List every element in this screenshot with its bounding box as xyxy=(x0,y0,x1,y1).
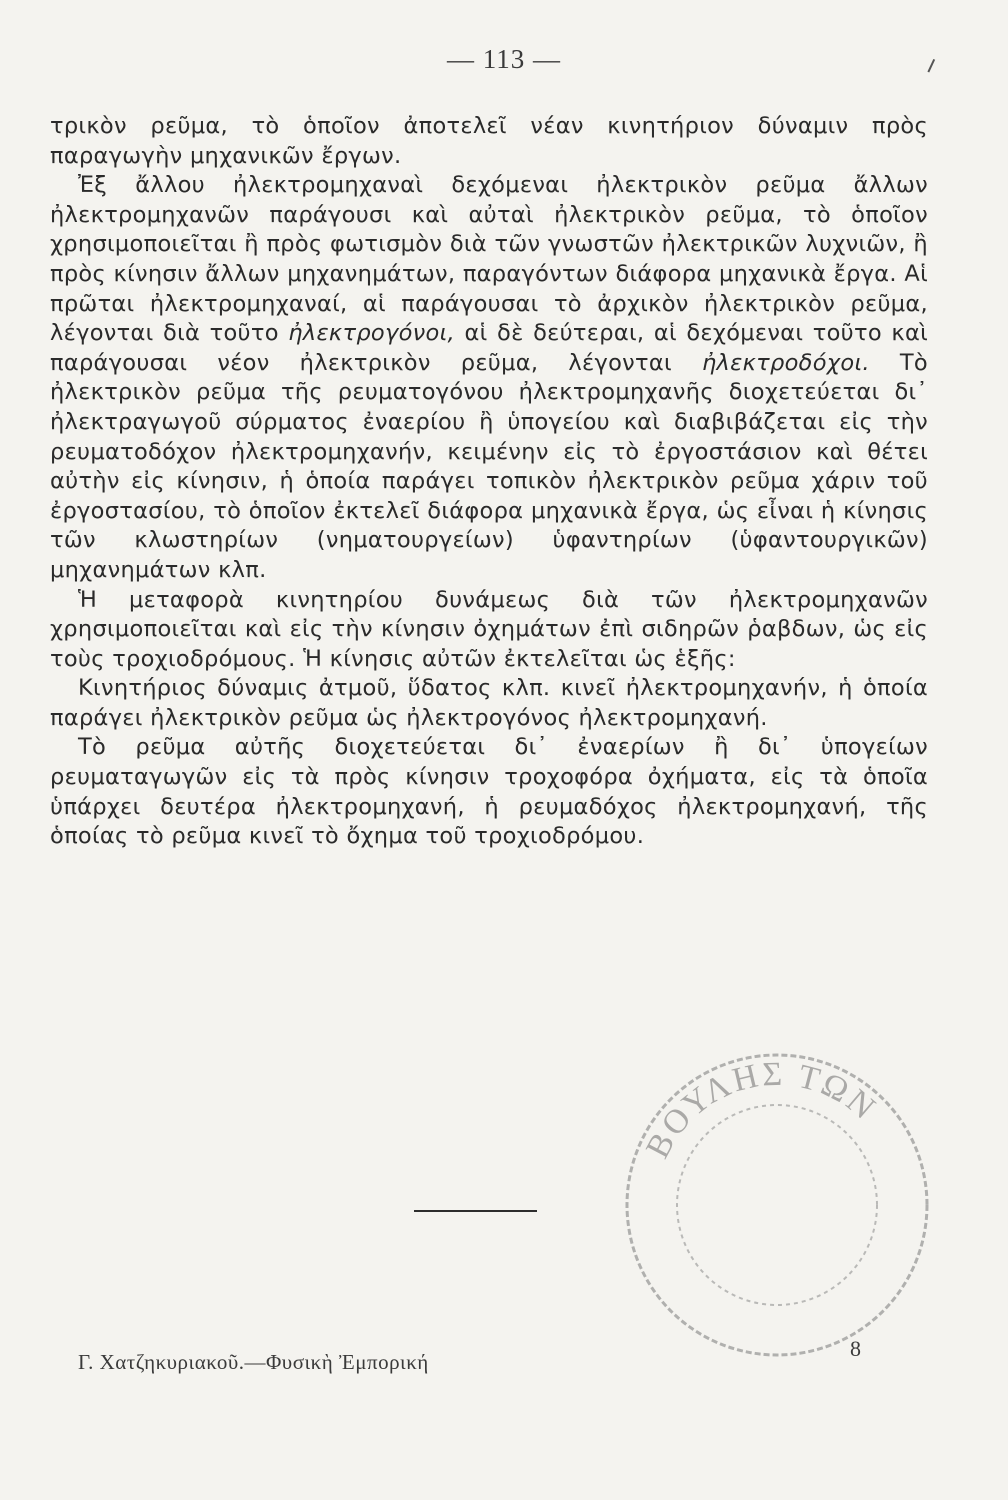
paragraph-2-text-e: Τὸ ἠλεκτρικὸν ρεῦμα τῆς ρευματογόνου ἠλεκτρομηχανῆς διοχετεύεται δι᾿ ἠλεκτραγωγοῦ σύρματος ἐναερίου ἢ ὑπογείου καὶ διαβιβάζεται εἰς τὴν ρευματοδόχον ἠλεκτρομηχανήν, κειμένην εἰς τὸ ἐργοστάσιον καὶ θέτει αὐτὴν εἰς κίνησιν, ἡ ὁποία παράγει τοπικὸν ἠλεκτρικὸν ρεῦμα χάριν τοῦ ἐργοστασίου, τὸ ὁποῖον ἐκτελεῖ διάφορα μηχανικὰ ἔργα, ὡς εἶναι ἡ κίνησις τῶν κλωστηρίων (νηματουργείων) ὑφαντηρίων (ὑφαντουργικῶν) μηχανημάτων κλπ. xyxy=(50,349,929,583)
page-number: — 113 — xyxy=(447,44,561,74)
signature-number: 8 xyxy=(850,1336,861,1361)
paragraph-2-text-c: αἱ δὲ δεύτεραι, αἱ δεχόμεναι τοῦτο καὶ παράγουσαι νέον ἠλεκτρικὸν ρεῦμα, λέγονται xyxy=(50,320,929,376)
paragraph-4: Κινητήριος δύναμις ἀτμοῦ, ὕδατος κλπ. κινεῖ ἠλεκτρομηχανήν, ἡ ὁποία παράγει ἠλεκτρικὸν ρεῦμα ὡς ἠλεκτρογόνος ἠλεκτρομηχανή. xyxy=(50,675,928,731)
paragraph-2-text-a: Ἐξ ἄλλου ἠλεκτρομηχαναὶ δεχόμεναι ἠλεκτρικὸν ρεῦμα ἄλλων ἠλεκτρομηχανῶν παράγουσι καὶ αὐταὶ ἠλεκτρικὸν ρεῦμα, τὸ ὁποῖον χρησιμοποιεῖται ἢ πρὸς φωτισμὸν διὰ τῶν γνωστῶν ἠλεκτρικῶν λυχνιῶν, ἢ πρὸς κίνησιν ἄλλων μηχανημάτων, παραγόντων διάφορα μηχανικὰ ἔργα. Αἱ πρῶται ἠλεκτρομηχαναί, αἱ παράγουσαι τὸ ἀρχικὸν ἠλεκτρικὸν ρεῦμα, λέγονται διὰ τοῦτο xyxy=(50,172,928,347)
body-text xyxy=(50,112,928,852)
term-electrogenerators: ἠλεκτρογόνοι, xyxy=(288,320,455,347)
term-electroreceivers: ἠλεκτροδόχοι. xyxy=(701,349,870,376)
paragraph-3: Ἡ μεταφορὰ κινητηρίου δυνάμεως διὰ τῶν ἠλεκτρομηχανῶν χρησιμοποιεῖται καὶ εἰς τὴν κίνησιν ὀχημάτων ἐπὶ σιδηρῶν ῥαβδων, ὡς εἰς τοὺς τροχιοδρόμους. Ἡ κίνησις αὐτῶν ἐκτελεῖται ὡς ἑξῆς: xyxy=(50,586,928,672)
end-rule xyxy=(414,1210,537,1212)
paragraph-2 xyxy=(50,171,928,585)
paragraph-1: τρικὸν ρεῦμα, τὸ ὁποῖον ἀποτελεῖ νέαν κινητήριον δύναμιν πρὸς παραγωγὴν μηχανικῶν ἔργων. xyxy=(50,113,928,169)
library-stamp xyxy=(612,1040,942,1370)
paragraph-5: Τὸ ρεῦμα αὐτῆς διοχετεύεται δι᾿ ἐναερίων ἢ δι᾿ ὑπογείων ρευματαγωγῶν εἰς τὰ πρὸς κίνησιν τροχοφόρα ὀχήματα, εἰς τὰ ὁποῖα ὑπάρχει δευτέρα ἠλεκτρομηχανή, ἡ ρευμαδόχος ἠλεκτρομηχανή, τῆς ὁποίας τὸ ρεῦμα κινεῖ τὸ ὄχημα τοῦ τροχιοδρόμου. xyxy=(50,734,928,850)
footer-author-title: Γ. Χατζηκυριακοῦ.—Φυσικὴ Ἐμπορική xyxy=(78,1350,429,1374)
stamp-text: ΒΟΥΛΗΣ ΤΩΝ xyxy=(639,1055,884,1165)
